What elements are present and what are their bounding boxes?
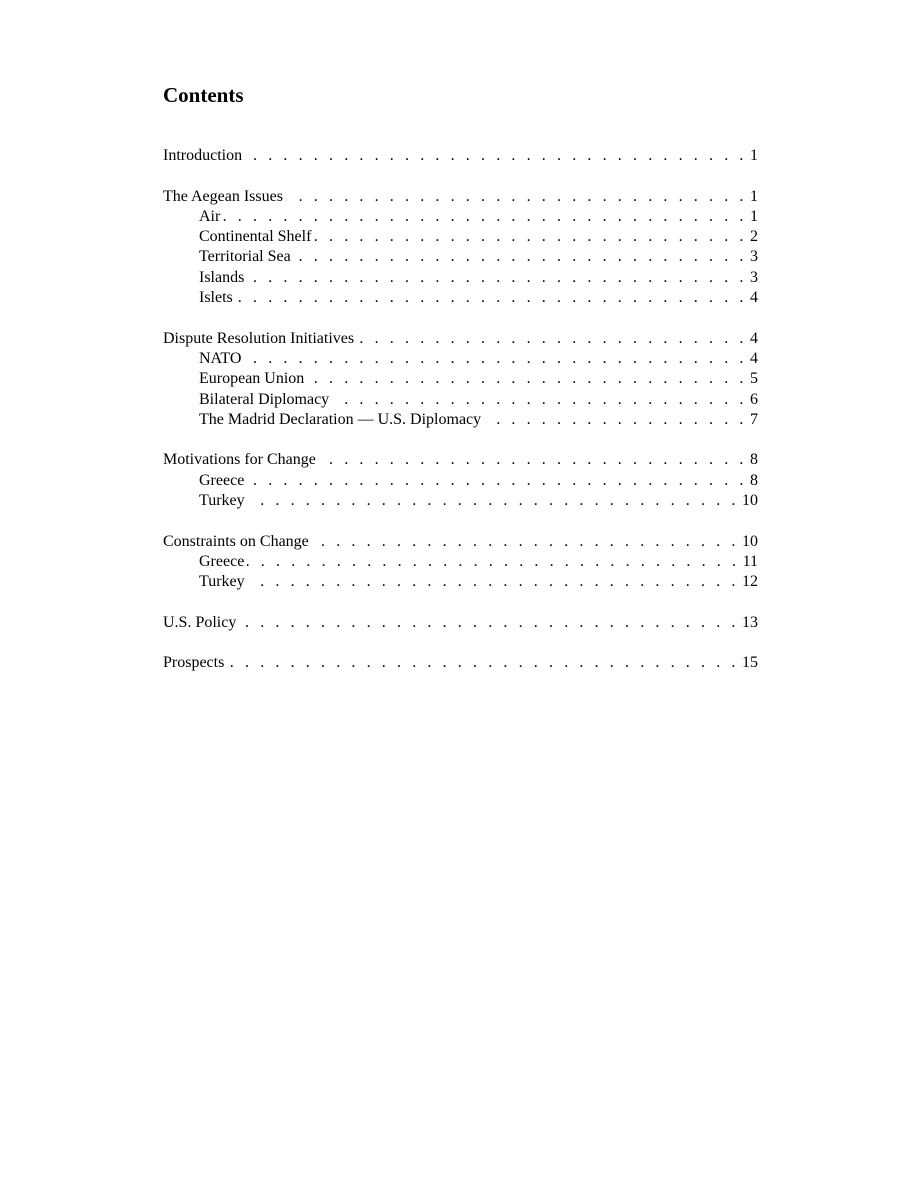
dot-leader (239, 613, 739, 633)
toc-subentry[interactable] (163, 227, 758, 247)
toc-page-number: 7 (750, 410, 758, 428)
toc-subentry[interactable] (163, 349, 758, 369)
toc-subentry-label: Greece (199, 471, 245, 489)
dot-leader (247, 268, 747, 288)
toc-page-number: 4 (750, 329, 758, 347)
toc-section (163, 187, 758, 309)
toc-subentry[interactable] (163, 268, 758, 288)
toc-page-number: 1 (750, 207, 758, 225)
toc-entry[interactable] (163, 450, 758, 470)
dot-leader (227, 653, 739, 673)
toc-entry[interactable] (163, 613, 758, 633)
toc-entry-label: Prospects (163, 654, 225, 672)
toc-entry[interactable] (163, 653, 758, 673)
toc-page-number: 11 (742, 552, 758, 570)
toc-page-number: 8 (750, 451, 758, 469)
toc-section (163, 146, 758, 166)
toc-page-number: 13 (742, 613, 758, 631)
toc-section (163, 532, 758, 593)
toc-subentry[interactable] (163, 288, 758, 308)
toc-subentry[interactable] (163, 390, 758, 410)
toc-page-number: 1 (750, 187, 758, 205)
toc-entry-label: U.S. Policy (163, 613, 237, 631)
toc-subentry-label: NATO (199, 349, 242, 367)
toc-entry-label: The Aegean Issues (163, 187, 283, 205)
dot-leader (245, 146, 747, 166)
table-of-contents (163, 146, 758, 694)
toc-subentry[interactable] (163, 247, 758, 267)
toc-subentry-label: Territorial Sea (199, 248, 291, 266)
toc-section (163, 450, 758, 511)
toc-subentry-label: Air (199, 207, 221, 225)
toc-entry[interactable] (163, 329, 758, 349)
dot-leader (319, 450, 747, 470)
toc-section (163, 653, 758, 673)
dot-leader (357, 329, 747, 349)
toc-page-number: 2 (750, 228, 758, 246)
toc-page-number: 5 (750, 370, 758, 388)
toc-subentry-label: Bilateral Diplomacy (199, 390, 330, 408)
dot-leader (484, 410, 747, 430)
toc-page-number: 15 (742, 654, 758, 672)
dot-leader (248, 572, 739, 592)
dot-leader (314, 227, 747, 247)
toc-page-number: 4 (750, 349, 758, 367)
toc-subentry[interactable] (163, 572, 758, 592)
toc-page-number: 3 (750, 248, 758, 266)
dot-leader (236, 288, 747, 308)
page-title: Contents (163, 83, 244, 107)
toc-entry[interactable] (163, 532, 758, 552)
toc-entry[interactable] (163, 187, 758, 207)
toc-subentry-label: Islands (199, 268, 245, 286)
dot-leader (247, 552, 739, 572)
toc-entry-label: Introduction (163, 147, 243, 164)
toc-page-number: 1 (750, 147, 758, 164)
toc-subentry[interactable] (163, 491, 758, 511)
toc-subentry[interactable] (163, 207, 758, 227)
toc-subentry[interactable] (163, 552, 758, 572)
toc-subentry-label: The Madrid Declaration — U.S. Diplomacy (199, 410, 482, 428)
toc-subentry-label: Continental Shelf (199, 228, 312, 246)
dot-leader (286, 187, 747, 207)
dot-leader (223, 207, 747, 227)
toc-page-number: 6 (750, 390, 758, 408)
toc-page-number: 4 (750, 289, 758, 307)
toc-subentry-label: Islets (199, 289, 233, 307)
dot-leader (332, 390, 747, 410)
toc-page-number: 10 (742, 532, 758, 550)
dot-leader (247, 471, 747, 491)
dot-leader (248, 491, 739, 511)
toc-entry-label: Dispute Resolution Initiatives (163, 329, 355, 347)
toc-section (163, 329, 758, 430)
toc-subentry[interactable] (163, 471, 758, 491)
toc-entry-label: Motivations for Change (163, 451, 316, 469)
toc-subentry-label: Greece (199, 552, 245, 570)
toc-page-number: 3 (750, 268, 758, 286)
toc-page-number: 8 (750, 471, 758, 489)
toc-subentry-label: European Union (199, 370, 305, 388)
toc-section (163, 613, 758, 633)
toc-subentry[interactable] (163, 410, 758, 430)
toc-subentry-label: Turkey (199, 492, 245, 510)
toc-entry[interactable] (163, 146, 758, 166)
toc-page-number: 10 (742, 492, 758, 510)
toc-subentry[interactable] (163, 369, 758, 389)
dot-leader (294, 247, 747, 267)
toc-page-number: 12 (742, 573, 758, 591)
toc-entry-label: Constraints on Change (163, 532, 309, 550)
dot-leader (307, 369, 747, 389)
dot-leader (244, 349, 747, 369)
dot-leader (312, 532, 739, 552)
toc-subentry-label: Turkey (199, 573, 245, 591)
